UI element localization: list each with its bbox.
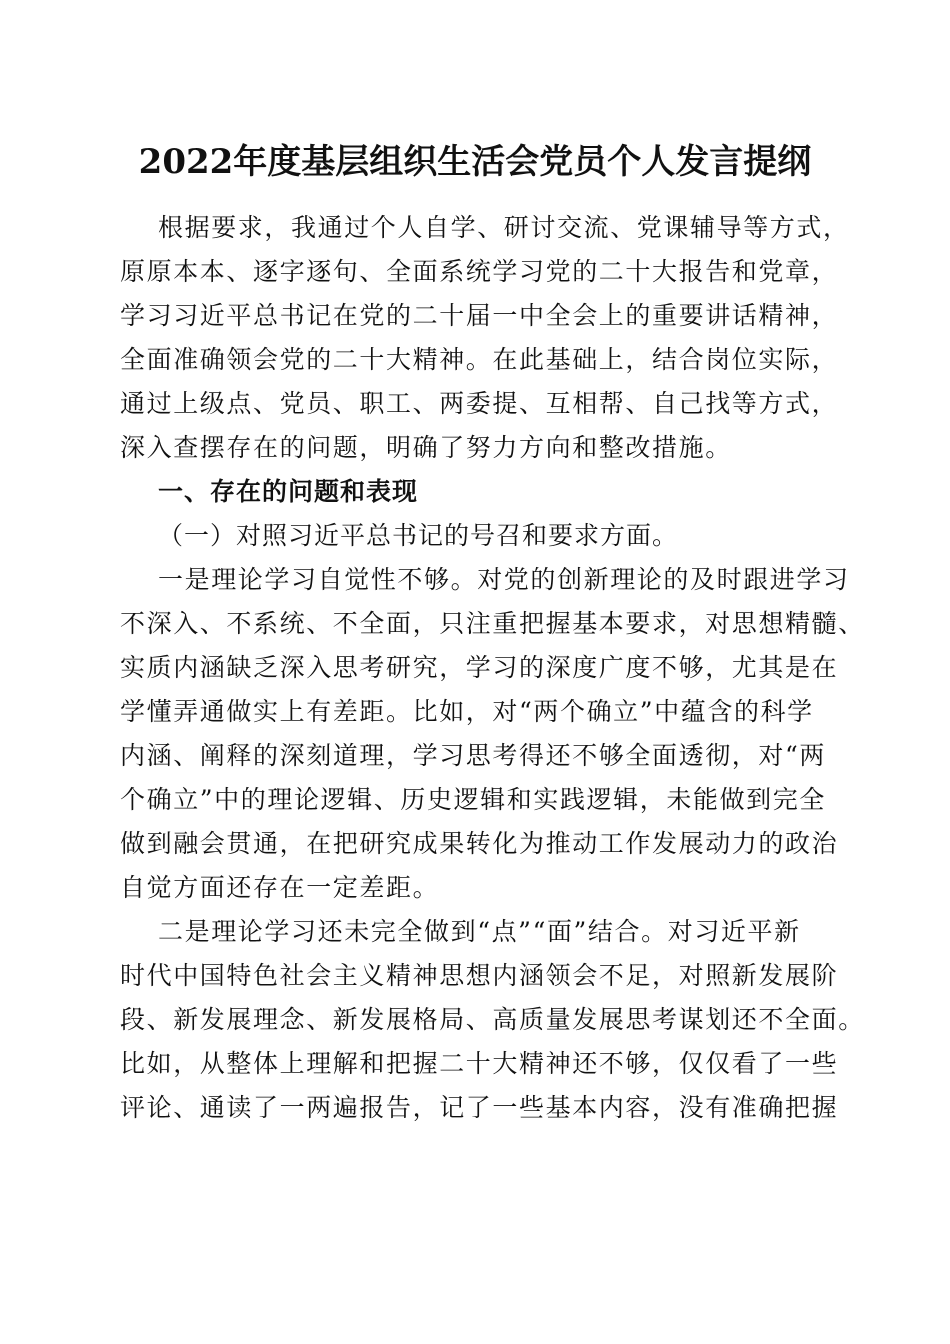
subsection-heading: （一）对照习近平总书记的号召和要求方面。 xyxy=(158,521,679,550)
point2-line-5: 评论、通读了一两遍报告，记了一些基本内容，没有准确把握 xyxy=(120,1093,839,1122)
point1-line-1: 一是理论学习自觉性不够。对党的创新理论的及时跟进学习 xyxy=(158,565,850,594)
intro-line-1: 根据要求，我通过个人自学、研讨交流、党课辅导等方式， xyxy=(158,213,850,242)
point1-line-4: 学懂弄通做实上有差距。比如，对“两个确立”中蕴含的科学 xyxy=(120,697,814,726)
point1-line-7: 做到融会贯通，在把研究成果转化为推动工作发展动力的政治 xyxy=(120,829,839,858)
point2-line-3: 段、新发展理念、新发展格局、高质量发展思考谋划还不全面。 xyxy=(120,1005,865,1034)
point2-line-4: 比如，从整体上理解和把握二十大精神还不够，仅仅看了一些 xyxy=(120,1049,839,1078)
point1-line-3: 实质内涵缺乏深入思考研究，学习的深度广度不够，尤其是在 xyxy=(120,653,839,682)
point1-line-5: 内涵、阐释的深刻道理，学习思考得还不够全面透彻，对“两 xyxy=(120,741,826,770)
point1-line-6: 个确立”中的理论逻辑、历史逻辑和实践逻辑，未能做到完全 xyxy=(120,785,826,814)
point2-line-1: 二是理论学习还未完全做到“点”“面”结合。对习近平新 xyxy=(158,917,801,946)
intro-line-4: 全面准确领会党的二十大精神。在此基础上，结合岗位实际， xyxy=(120,345,839,374)
point1-line-2: 不深入、不系统、不全面，只注重把握基本要求，对思想精髓、 xyxy=(120,609,865,638)
point2-line-2: 时代中国特色社会主义精神思想内涵领会不足，对照新发展阶 xyxy=(120,961,839,990)
point1-line-8: 自觉方面还存在一定差距。 xyxy=(120,873,440,902)
document-body xyxy=(120,206,865,1130)
intro-line-2: 原原本本、逐字逐句、全面系统学习党的二十大报告和党章， xyxy=(120,257,839,286)
intro-line-5: 通过上级点、党员、职工、两委提、互相帮、自己找等方式， xyxy=(120,389,839,418)
intro-line-6: 深入查摆存在的问题，明确了努力方向和整改措施。 xyxy=(120,433,732,462)
intro-line-3: 学习习近平总书记在党的二十届一中全会上的重要讲话精神， xyxy=(120,301,839,330)
document-title: 2022年度基层组织生活会党员个人发言提纲 xyxy=(138,142,812,182)
section-heading: 一、存在的问题和表现 xyxy=(158,477,419,506)
